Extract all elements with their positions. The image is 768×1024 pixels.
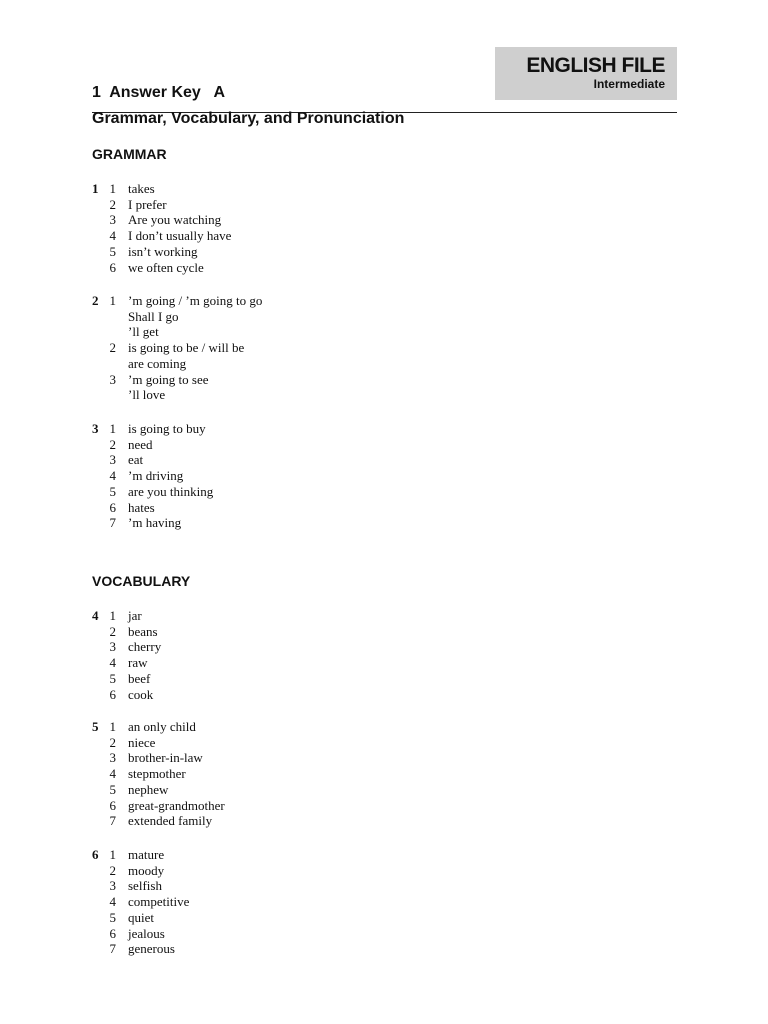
item-number: 4: [109, 766, 116, 782]
item-answer: cherry: [128, 639, 162, 655]
item-answer: ’m having: [128, 515, 182, 531]
item-number: 2: [109, 340, 116, 356]
item-answer: quiet: [128, 909, 154, 925]
exercise-number: 5: [92, 719, 99, 734]
item-answer: ’ll get: [128, 324, 159, 340]
page-heading: Grammar, Vocabulary, and Pronunciation: [92, 110, 405, 127]
item-number: 1: [109, 293, 116, 308]
item-number: 5: [109, 670, 116, 686]
item-answer: are you thinking: [128, 483, 214, 499]
item-answer: I don’t usually have: [128, 228, 232, 244]
item-answer: Shall I go: [128, 308, 179, 324]
item-answer: generous: [128, 941, 175, 957]
item-answer: selfish: [128, 878, 162, 894]
item-number: 4: [109, 894, 116, 910]
item-answer: are coming: [128, 355, 187, 371]
item-answer: an only child: [128, 719, 196, 734]
item-answer: competitive: [128, 894, 190, 910]
exercise-number: 4: [92, 608, 99, 623]
item-number: 1: [109, 719, 116, 734]
item-number: 7: [109, 813, 116, 829]
item-number: 2: [109, 196, 116, 212]
item-number: 7: [109, 515, 116, 531]
item-number: 5: [109, 781, 116, 797]
exercise-number: 3: [92, 421, 99, 436]
answer-key-title: 1 Answer Key A: [92, 84, 226, 101]
item-number: 5: [109, 483, 116, 499]
item-answer: moody: [128, 862, 165, 878]
item-number: 5: [109, 243, 116, 259]
item-number: 1: [109, 181, 116, 196]
section-heading-vocabulary: VOCABULARY: [92, 573, 191, 589]
item-number: 3: [109, 452, 116, 468]
item-answer: beef: [128, 670, 151, 686]
exercise-number: 2: [92, 293, 99, 308]
item-number: 2: [109, 734, 116, 750]
item-answer: jar: [128, 608, 142, 623]
item-answer: eat: [128, 452, 144, 468]
item-number: 6: [109, 686, 116, 702]
item-number: 5: [109, 909, 116, 925]
item-number: 3: [109, 878, 116, 894]
item-answer: need: [128, 436, 153, 452]
item-number: 2: [109, 623, 116, 639]
item-number: 1: [109, 847, 116, 862]
item-answer: takes: [128, 181, 155, 196]
section-heading-grammar: GRAMMAR: [92, 146, 167, 162]
item-answer: nephew: [128, 781, 169, 797]
item-answer: extended family: [128, 813, 213, 829]
item-answer: jealous: [128, 925, 165, 941]
item-number: 2: [109, 436, 116, 452]
item-answer: raw: [128, 655, 148, 671]
item-answer: ’m going / ’m going to go: [128, 293, 263, 308]
item-answer: mature: [128, 847, 165, 862]
item-answer: ’m going to see: [128, 371, 209, 387]
item-answer: brother-in-law: [128, 750, 203, 766]
item-answer: we often cycle: [128, 259, 204, 275]
item-answer: niece: [128, 734, 156, 750]
item-number: 6: [109, 259, 116, 275]
item-answer: beans: [128, 623, 158, 639]
item-number: 6: [109, 797, 116, 813]
item-answer: great-grandmother: [128, 797, 225, 813]
item-number: 1: [109, 608, 116, 623]
item-answer: Are you watching: [128, 212, 222, 228]
item-number: 3: [109, 639, 116, 655]
item-number: 6: [109, 925, 116, 941]
logo-title: ENGLISH FILE: [526, 54, 665, 77]
item-answer: isn’t working: [128, 243, 198, 259]
item-answer: stepmother: [128, 766, 186, 782]
item-answer: is going to buy: [128, 421, 206, 436]
item-number: 4: [109, 468, 116, 484]
item-number: 3: [109, 212, 116, 228]
item-number: 4: [109, 228, 116, 244]
item-answer: is going to be / will be: [128, 340, 245, 356]
english-file-logo: [495, 47, 677, 100]
item-number: 1: [109, 421, 116, 436]
exercise-number: 1: [92, 181, 99, 196]
item-number: 4: [109, 655, 116, 671]
item-number: 7: [109, 941, 116, 957]
logo-subtitle: Intermediate: [593, 77, 665, 91]
item-answer: I prefer: [128, 196, 167, 212]
item-number: 3: [109, 750, 116, 766]
item-answer: hates: [128, 499, 155, 515]
item-answer: ’ll love: [128, 387, 166, 403]
item-answer: ’m driving: [128, 468, 184, 484]
item-number: 3: [109, 371, 116, 387]
item-number: 2: [109, 862, 116, 878]
exercise-number: 6: [92, 847, 99, 862]
item-answer: cook: [128, 686, 154, 702]
item-number: 6: [109, 499, 116, 515]
